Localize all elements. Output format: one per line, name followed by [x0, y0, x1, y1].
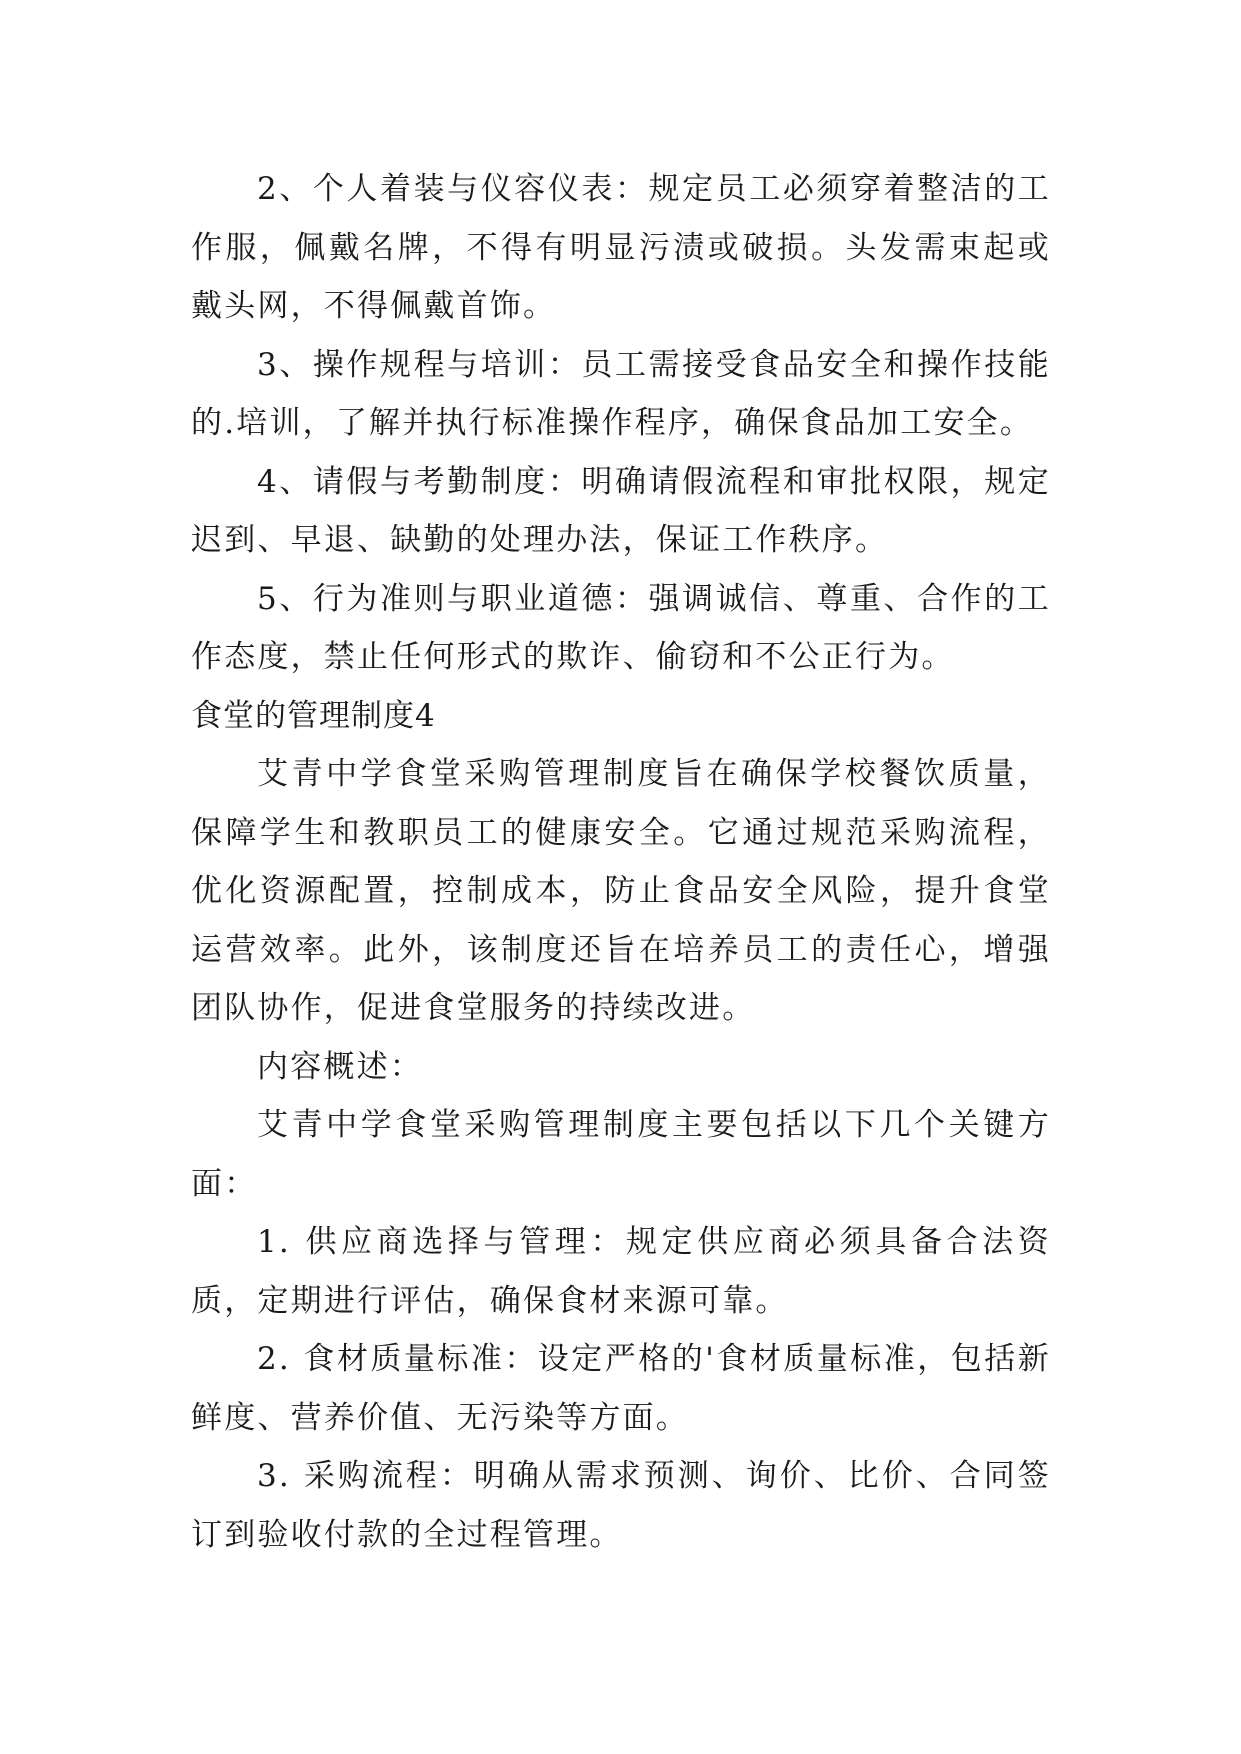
paragraph-overview-intro: 艾青中学食堂采购管理制度主要包括以下几个关键方面： [191, 1107, 1051, 1202]
paragraph-conduct-ethics: 5、行为准则与职业道德：强调诚信、尊重、合作的工作态度，禁止任何形式的欺诈、偷窃和不公正行为。 [191, 580, 1051, 675]
paragraph-purpose: 艾青中学食堂采购管理制度旨在确保学校餐饮质量，保障学生和教职员工的健康安全。它通过规范采购流程，优化资源配置，控制成本，防止食品安全风险，提升食堂运营效率。此外，该制度还旨在培养员工的责任心，增强团队协作，促进食堂服务的持续改进。 [191, 756, 1051, 1026]
paragraph-quality-standard: 2. 食材质量标准：设定严格的'食材质量标准，包括新鲜度、营养价值、无污染等方面。 [191, 1341, 1051, 1436]
paragraph-leave-attendance: 4、请假与考勤制度：明确请假流程和审批权限，规定迟到、早退、缺勤的处理办法，保证工作秩序。 [191, 463, 1051, 558]
paragraph-operation-training: 3、操作规程与培训：员工需接受食品安全和操作技能的.培训，了解并执行标准操作程序，确保食品加工安全。 [191, 346, 1051, 441]
paragraph-procurement-flow: 3. 采购流程：明确从需求预测、询价、比价、合同签订到验收付款的全过程管理。 [191, 1458, 1051, 1553]
document-body [191, 160, 1051, 1564]
paragraph-supplier: 1. 供应商选择与管理：规定供应商必须具备合法资质，定期进行评估，确保食材来源可靠。 [191, 1224, 1051, 1319]
paragraph-overview-label: 内容概述： [257, 1048, 423, 1085]
section-heading: 食堂的管理制度4 [191, 697, 436, 734]
paragraph-dress-code: 2、个人着装与仪容仪表：规定员工必须穿着整洁的工作服，佩戴名牌，不得有明显污渍或破损。头发需束起或戴头网，不得佩戴首饰。 [191, 171, 1051, 324]
